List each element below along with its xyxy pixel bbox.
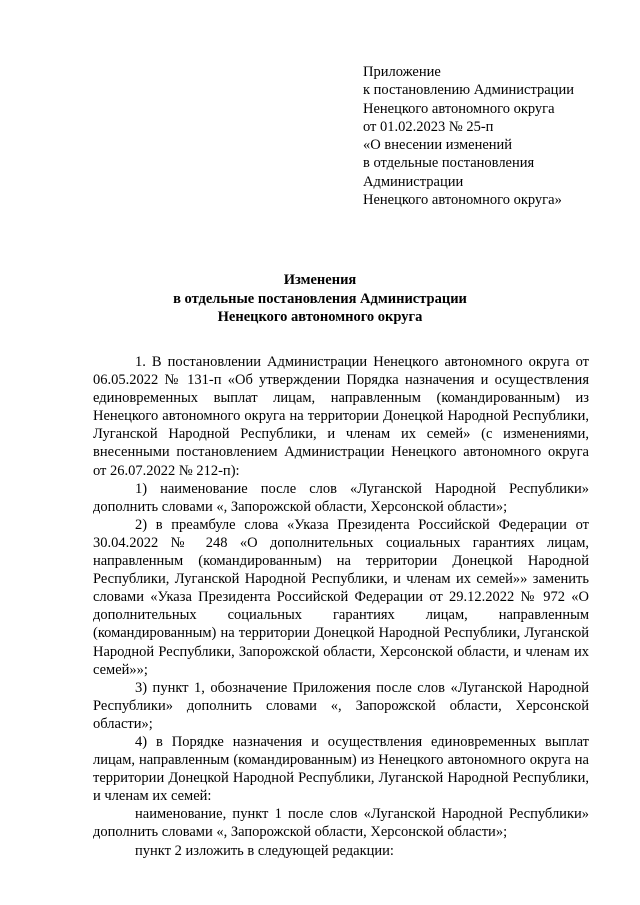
appendix-header xyxy=(363,63,574,209)
body-paragraph: наименование, пункт 1 после слов «Луганской Народной Республики» дополнить словами «, Запорожской области, Херсонской области»; xyxy=(93,806,589,841)
body-paragraph: пункт 2 изложить в следующей редакции: xyxy=(135,842,394,859)
appendix-line: Приложение xyxy=(363,64,441,80)
appendix-line: «О внесении изменений xyxy=(363,137,513,154)
appendix-line: в отдельные постановления xyxy=(363,155,535,172)
appendix-line: Ненецкого автономного округа» xyxy=(363,192,562,209)
appendix-line: Ненецкого автономного округа xyxy=(363,100,555,117)
body-paragraph: 2) в преамбуле слова «Указа Президента Российской Федерации от 30.04.2022 № 248 «О дополнительных социальных гарантиях лицам, направленным (командированным) на территории Донецкой Народной Республики, Луганской Народной Республики, и членам их семей»» заменить словами «Указа Президента Российской Федерации от 29.12.2022 № 972 «О дополнительных социальных гарантиях лицам, направленным (командированным) на территории Донецкой Народной Республики, Луганской Народной Республики, Запорожской области, Херсонской области, и членам их семей»»; xyxy=(93,516,589,678)
title-line: Ненецкого автономного округа xyxy=(217,309,423,325)
body-paragraph: 4) в Порядке назначения и осуществления единовременных выплат лицам, направленным (командированным) из Ненецкого автономного округа на территории Донецкой Народной Республики, Луганской Народной Республики, и членам их семей: xyxy=(93,733,589,805)
appendix-line: от 01.02.2023 № 25-п xyxy=(363,118,494,135)
title-line: Изменения xyxy=(283,272,357,288)
title-line: в отдельные постановления Администрации xyxy=(173,290,467,307)
document-body xyxy=(93,353,589,860)
appendix-line: Администрации xyxy=(363,173,464,190)
document-title xyxy=(0,271,640,327)
body-paragraph: 1. В постановлении Администрации Ненецкого автономного округа от 06.05.2022 № 131-п «Об утверждении Порядка назначения и осуществления единовременных выплат лицам, направленным (командированным) из Ненецкого автономного округа на территории Донецкой Народной Республики, Луганской Народной Республики, и членам их семей» (с изменениями, внесенными постановлением Администрации Ненецкого автономного округа от 26.07.2022 № 212-п): xyxy=(93,354,589,479)
body-paragraph: 1) наименование после слов «Луганской Народной Республики» дополнить словами «, Запорожской области, Херсонской области»; xyxy=(93,480,589,515)
appendix-line: к постановлению Администрации xyxy=(363,82,574,99)
body-paragraph: 3) пункт 1, обозначение Приложения после слов «Луганской Народной Республики» дополнить словами «, Запорожской области, Херсонской области»; xyxy=(93,679,589,732)
